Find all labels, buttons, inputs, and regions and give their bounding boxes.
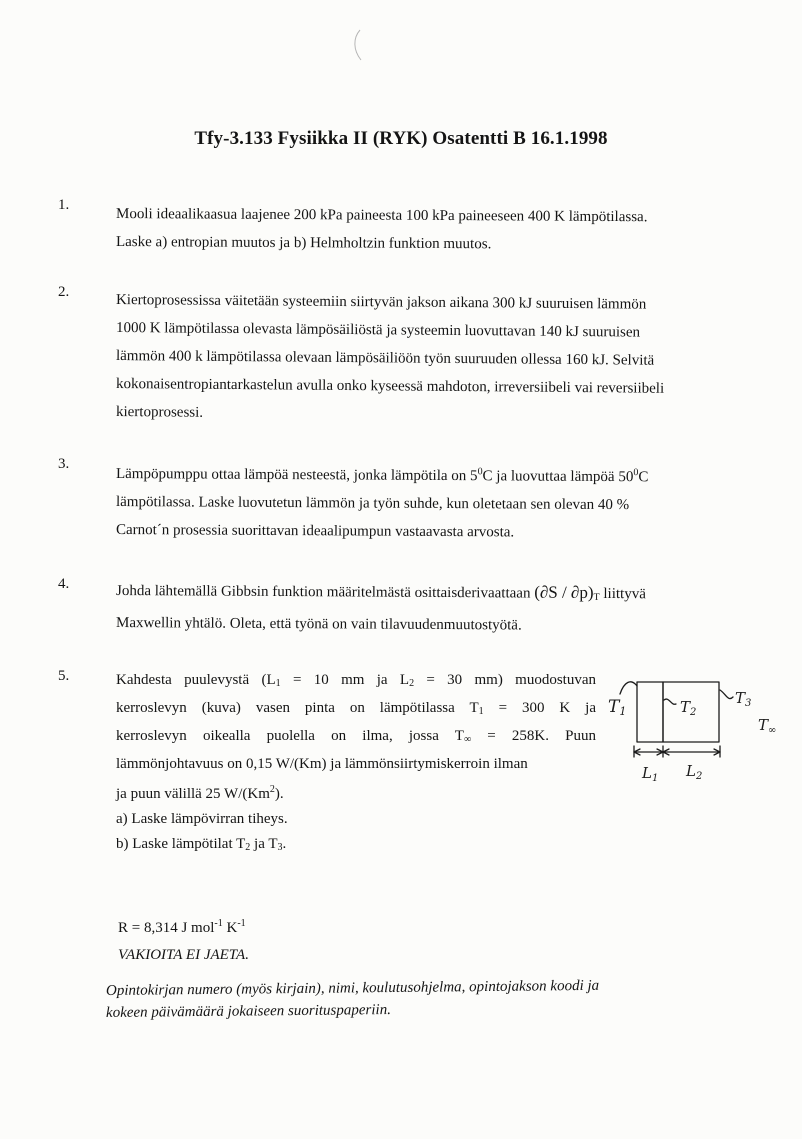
problem-5-line: kerroslevyn oikealla puolella on ilma, jossa $T_\infty = 258K$. Puun: [116, 728, 596, 745]
problem-4-text: [116, 576, 751, 637]
t1-leader-line: [620, 682, 637, 694]
problem-5-number: 5.: [58, 668, 70, 684]
pencil-mark: [350, 28, 364, 62]
problem-4-number: 4.: [58, 576, 70, 592]
problem-4-line: Johda lähtemällä Gibbsin funktion määritelmästä osittaisderivaattaan $(\partial S / \partial p)_T$ liittyvä: [115, 582, 646, 603]
label-t1: T1: [608, 697, 627, 718]
problem-2-line: kiertoprosessi.: [115, 404, 204, 421]
problem-3-line: lämpötilassa. Laske luovutetun lämmön ja työn suhde, kun oletetaan sen olevan 40 %: [115, 494, 630, 514]
problem-1-line: Laske a) entropian muutos ja b) Helmholtzin funktion muutos.: [115, 234, 492, 253]
problem-3-line: Carnot´n prosessia suorittavan ideaalipumpun vastaavasta arvosta.: [115, 522, 515, 541]
problem-2-line: Kiertoprosessissa väitetään systeemiin siirtyvän jakson aikana 300 kJ suuruisen lämmön: [115, 292, 647, 313]
problem-1-line: Mooli ideaalikaasua laajenee 200 kPa paineesta 100 kPa paineeseen 400 K lämpötilassa.: [115, 206, 648, 226]
label-l1: $L_1$: [642, 764, 659, 784]
constants-note: VAKIOITA EI JAETA.: [118, 947, 249, 963]
problem-1-number: 1.: [58, 197, 70, 213]
problem-2-line: 1000 K lämpötilassa olevasta lämpösäiliöstä ja systeemin luovuttavan 140 kJ suuruisen: [115, 320, 641, 341]
gas-constant: R = 8,314 J mol$^{-1}$ $K^{-1}$: [118, 918, 246, 936]
problem-2-number: 2.: [58, 284, 70, 300]
label-t3: $T_3$: [735, 689, 752, 709]
problem-3-number: 3.: [58, 456, 70, 472]
page-title: Tfy-3.133 Fysiikka II (RYK) Osatentti B 16.1.1998: [194, 128, 608, 149]
constants-block: [118, 910, 249, 969]
problem-4-line: Maxwellin yhtälö. Oleta, että työnä on vain tilavuudenmuutostyötä.: [115, 615, 522, 634]
problem-5-line: lämmönjohtavuus on 0,15 W/(Km) ja lämmönsiirtymiskerroin ilman: [116, 756, 528, 772]
problem-1-text: [116, 200, 751, 256]
problem-2-line: lämmön 400 k lämpötilassa olevaan lämpösäiliöön työn suuruuden ollessa 160 kJ. Selvitä: [115, 348, 655, 369]
problem-5-line: a) Laske lämpövirran tiheys.: [116, 811, 288, 827]
wood-layer-1: [637, 682, 663, 742]
footer-line: Opintokirjan numero (myös kirjain), nimi, koulutusohjelma, opintojakson koodi ja: [105, 977, 600, 999]
layered-wall-sketch: [600, 660, 790, 790]
problem-5-line: kerroslevyn (kuva) vasen pinta on lämpötilassa $T_1 = 300$ K ja: [116, 700, 596, 717]
footer-line: kokeen päivämäärä jokaiseen suorituspaperiin.: [105, 1002, 392, 1021]
t2-leader-line: [664, 699, 676, 704]
problem-5-line: Kahdesta puulevystä ($L_1 = 10$ mm ja $L_2 = 30$ mm) muodostuvan: [116, 672, 596, 689]
submission-instructions: [105, 977, 706, 1024]
partial-derivative: (∂S / ∂p): [534, 582, 594, 602]
problem-5-text: [116, 668, 596, 860]
label-t2: $T_2$: [680, 698, 697, 718]
label-l2: $L_2$: [686, 762, 703, 782]
problem-3-text: [116, 456, 751, 544]
problem-2-text: [116, 286, 751, 426]
label-t-infinity: $T_\infty$: [758, 716, 777, 736]
problem-3-line: Lämpöpumppu ottaa lämpöä nesteestä, jonka lämpötila on $5^0C$ ja luovuttaa lämpöä $50^0C$: [115, 466, 649, 486]
t3-leader-line: [720, 690, 733, 699]
problem-2-line: kokonaisentropiantarkastelun avulla onko kyseessä mahdoton, irreversiibeli vai reversiibeli: [115, 376, 665, 397]
problem-5-line: ja puun välillä 25 W/(Km$^2$).: [116, 784, 284, 802]
problem-5-line: b) Laske lämpötilat $T_2$ ja $T_3$.: [116, 836, 287, 853]
